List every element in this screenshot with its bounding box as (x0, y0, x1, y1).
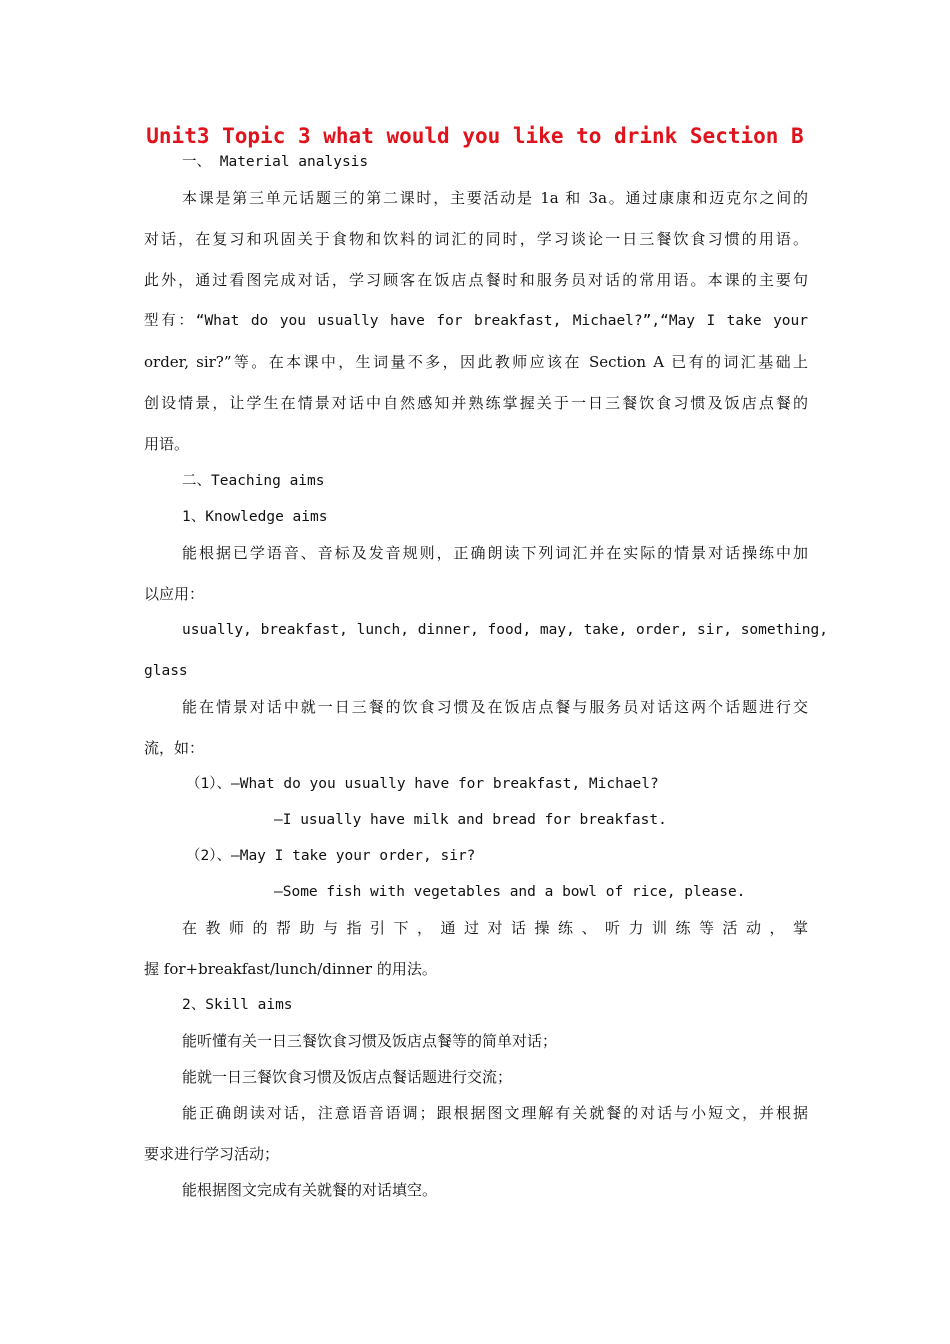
skill-item: 要求进行学习活动； (144, 1145, 280, 1163)
paragraph-line: order, sir?”等。在本课中，生词量不多，因此教师应该在 Section A 已有的词汇基础上 (144, 353, 808, 371)
example-answer-1: —I usually have milk and bread for breakfast. (274, 812, 667, 828)
vocabulary-list: glass (144, 663, 188, 679)
paragraph-line: 握 for+breakfast/lunch/dinner 的用法。 (144, 960, 437, 978)
paragraph-line: 用语。 (144, 435, 190, 453)
paragraph-line: 在 教 师 的 帮 助 与 指 引 下 ， 通 过 对 话 操 练 、 听 力 训 练 等 活 动 ， 掌 (182, 919, 808, 937)
section-heading-material-analysis: 一、 Material analysis (182, 154, 369, 170)
subheading-knowledge-aims: 1、Knowledge aims (182, 509, 328, 525)
example-answer-2: —Some fish with vegetables and a bowl of rice, please. (274, 884, 746, 900)
paragraph-line: 以应用： (144, 585, 205, 603)
skill-item: 能就一日三餐饮食习惯及饭店点餐话题进行交流； (182, 1068, 513, 1086)
paragraph-line: 能在情景对话中就一日三餐的饮食习惯及在饭店点餐与服务员对话这两个话题进行交 (182, 698, 808, 716)
paragraph-line: 流，如： (144, 739, 205, 757)
vocabulary-list: usually, breakfast, lunch, dinner, food, may, take, order, sir, something, (182, 622, 829, 638)
paragraph-line: 能根据已学语音、音标及发音规则，正确朗读下列词汇并在实际的情景对话操练中加 (182, 544, 808, 562)
paragraph-line: 创设情景，让学生在情景对话中自然感知并熟练掌握关于一日三餐饮食习惯及饭店点餐的 (144, 394, 808, 412)
subheading-skill-aims: 2、Skill aims (182, 997, 293, 1013)
section-heading-teaching-aims: 二、Teaching aims (182, 473, 325, 489)
example-question-1: （1）、—What do you usually have for breakfast, Michael? (186, 776, 659, 792)
document-title: Unit3 Topic 3 what would you like to drink Section B (146, 124, 804, 148)
paragraph-line: 此外，通过看图完成对话，学习顾客在饭店点餐时和服务员对话的常用语。本课的主要句 (144, 271, 808, 289)
example-question-2: （2）、—May I take your order, sir? (186, 848, 476, 864)
paragraph-line: 型有：“What do you usually have for breakfast, Michael?”,“May I take your (144, 313, 808, 329)
paragraph-line: 本课是第三单元话题三的第二课时，主要活动是 1a 和 3a。通过康康和迈克尔之间的 (182, 189, 808, 207)
skill-item: 能正确朗读对话，注意语音语调；跟根据图文理解有关就餐的对话与小短文，并根据 (182, 1104, 808, 1122)
paragraph-line: 对话，在复习和巩固关于食物和饮料的词汇的同时，学习谈论一日三餐饮食习惯的用语。 (144, 230, 808, 248)
skill-item: 能根据图文完成有关就餐的对话填空。 (182, 1181, 438, 1199)
skill-item: 能听懂有关一日三餐饮食习惯及饭店点餐等的简单对话； (182, 1032, 558, 1050)
